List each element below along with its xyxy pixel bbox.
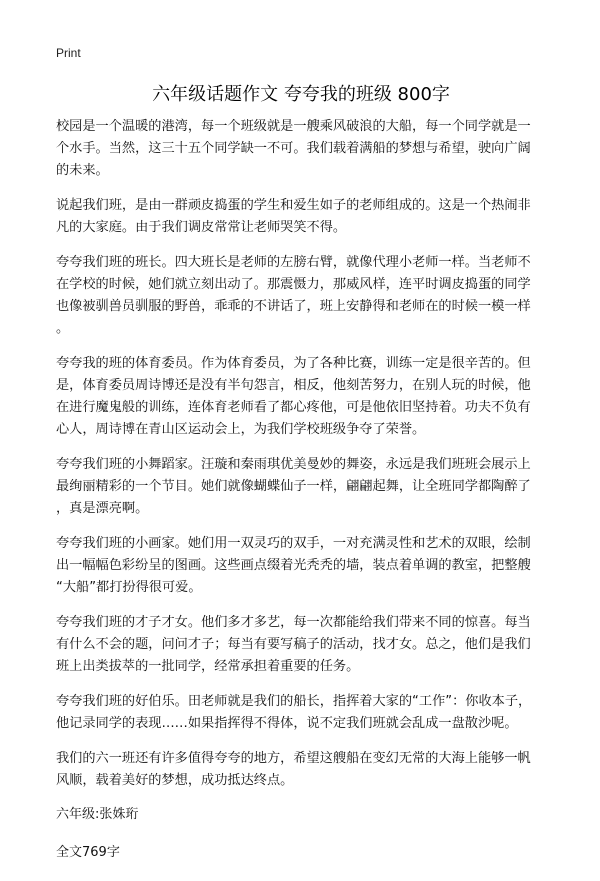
paragraph-line: 有什么不会的题，问问才子；每当有要写稿子的活动，找才女。总之，他们是我们 bbox=[56, 637, 531, 652]
essay-paragraph bbox=[56, 116, 546, 182]
paragraph-line: 他记录同学的表现……如果指挥得不得体，说不定我们班就会乱成一盘散沙呢。 bbox=[56, 716, 518, 731]
essay-paragraph bbox=[56, 195, 546, 239]
word-count: 全文769字 bbox=[56, 845, 120, 860]
paragraph-line: “大船”都打扮得很可爱。 bbox=[56, 580, 202, 595]
essay-paragraph bbox=[56, 252, 546, 340]
paragraph-line: 个水手。当然，这三十五个同学缺一不可。我们载着满船的梦想与希望，驶向广阔 bbox=[56, 141, 531, 156]
paragraph-line: ，真是漂亮啊。 bbox=[56, 501, 149, 516]
print-label: Print bbox=[56, 46, 81, 60]
paragraph-line: 凡的大家庭。由于我们调皮常常让老师哭笑不得。 bbox=[56, 220, 347, 235]
essay-paragraph bbox=[56, 691, 546, 735]
paragraph-line: 也像被驯兽员驯服的野兽，乖乖的不讲话了，班上安静得和老师在的时候一模一样 bbox=[56, 299, 531, 314]
essay-paragraphs bbox=[56, 116, 546, 792]
essay-paragraph bbox=[56, 612, 546, 678]
paragraph-line: 。 bbox=[56, 321, 70, 336]
essay-paragraph bbox=[56, 748, 546, 792]
paragraph-line: 心人，周诗博在青山区运动会上，为我们学校班级争夺了荣誉。 bbox=[56, 422, 426, 437]
essay-paragraph bbox=[56, 454, 546, 520]
paragraph-line: 在学校的时候，她们就立刻出动了。那震慑力，那威风样，连平时调皮捣蛋的同学 bbox=[56, 277, 531, 292]
paragraph-line: 是，体育委员周诗博还是没有半句怨言，相反，他刻苦努力，在别人玩的时候，他 bbox=[56, 378, 531, 393]
paragraph-line: 出一幅幅色彩纷呈的图画。这些画点缀着光秃秃的墙，装点着单调的教室，把整艘 bbox=[56, 558, 531, 573]
paragraph-line: 夸夸我们班的小画家。她们用一双灵巧的双手，一对充满灵性和艺术的双眼，绘制 bbox=[56, 536, 531, 551]
author-line: 六年级:张姝珩 bbox=[56, 807, 139, 822]
paragraph-line: 风顺，载着美好的梦想，成功抵达终点。 bbox=[56, 773, 294, 788]
essay-body bbox=[56, 116, 546, 881]
paragraph-line: 在进行魔鬼般的训练，连体育老师看了都心疼他，可是他依旧坚持着。功夫不负有 bbox=[56, 400, 531, 415]
essay-paragraph bbox=[56, 353, 546, 441]
page-title: 六年级话题作文 夸夸我的班级 800字 bbox=[152, 84, 450, 105]
paragraph-line: 我们的六一班还有许多值得夸夸的地方，希望这艘船在变幻无常的大海上能够一帆 bbox=[56, 751, 531, 766]
paragraph-line: 的未来。 bbox=[56, 163, 109, 178]
essay-paragraph bbox=[56, 533, 546, 599]
paragraph-line: 夸夸我们班的才子才女。他们多才多艺，每一次都能给我们带来不同的惊喜。每当 bbox=[56, 615, 531, 630]
paragraph-line: 夸夸我的班的体育委员。作为体育委员，为了各种比赛，训练一定是很辛苦的。但 bbox=[56, 356, 531, 371]
paragraph-line: 夸夸我们班的好伯乐。田老师就是我们的船长，指挥着大家的“工作”：你收本子， bbox=[56, 694, 532, 709]
paragraph-line: 校园是一个温暖的港湾，每一个班级就是一艘乘风破浪的大船，每一个同学就是一 bbox=[56, 119, 531, 134]
paragraph-line: 最绚丽精彩的一个节目。她们就像蝴蝶仙子一样，翩翩起舞，让全班同学都陶醉了 bbox=[56, 479, 531, 494]
paragraph-line: 夸夸我们班的小舞蹈家。汪璇和秦雨琪优美曼妙的舞姿，永远是我们班班会展示上 bbox=[56, 457, 531, 472]
paragraph-line: 班上出类拔萃的一批同学，经常承担着重要的任务。 bbox=[56, 659, 360, 674]
paragraph-line: 说起我们班，是由一群顽皮捣蛋的学生和爱生如子的老师组成的。这是一个热闹非 bbox=[56, 198, 531, 213]
paragraph-line: 夸夸我们班的班长。四大班长是老师的左膀右臂，就像代理小老师一样。当老师不 bbox=[56, 255, 531, 270]
